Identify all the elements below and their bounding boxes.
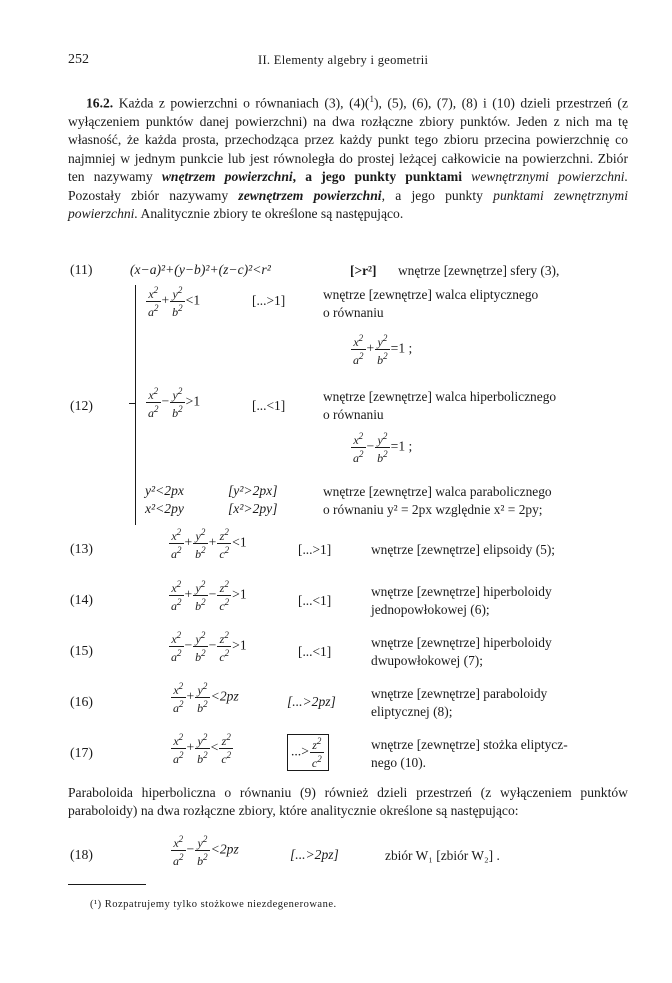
eq12b-desc1: wnętrze [zewnętrze] walca hiperbolicznego bbox=[323, 389, 557, 404]
term-interior-points: wewnętrznymi powierzchni. bbox=[471, 169, 628, 185]
eq12c1-lhs: y²<2px bbox=[145, 483, 184, 498]
eq14-desc1: wnętrze [zewnętrze] hiperboloidy bbox=[371, 584, 552, 599]
page-number: 252 bbox=[68, 52, 89, 67]
paraboloid-paragraph: Paraboloida hiperboliczna o równaniu (9) również dzieli przestrzeń (z wyłączeniem punktów paraboloidy) na dwa rozłączne zbiory, które analitycznie określone są następująco: bbox=[68, 785, 628, 819]
eq12a-desc1: wnętrze [zewnętrze] walca eliptycznego bbox=[323, 287, 539, 302]
eq15-lhs: $\frac{x^2}{a^2}$ − $\frac{y^2}{b^2}$ − $\frac{z^2}{c^2}$ >1 bbox=[171, 630, 247, 664]
eq17-lhs: $\frac{x^2}{a^2}$ + $\frac{y^2}{b^2}$ < $\frac{z^2}{c^2}$ bbox=[173, 732, 232, 766]
page-header bbox=[68, 52, 628, 72]
eq11-desc: wnętrze [zewnętrze] sfery (3), bbox=[398, 263, 560, 278]
eq-number-17: (17) bbox=[70, 745, 93, 760]
eq12b-lhs: $\frac{x^2}{a^2}$ − $\frac{y^2}{b^2}$ >1 bbox=[148, 386, 201, 420]
eq12b-surface: $\frac{x^2}{a^2}$ − $\frac{y^2}{b^2}$ =1 ; bbox=[353, 431, 413, 465]
eq-number-14: (14) bbox=[70, 592, 93, 607]
eq13-desc: wnętrze [zewnętrze] elipsoidy (5); bbox=[371, 542, 556, 557]
eq18-alt: [...>2pz] bbox=[290, 847, 339, 862]
eq17-desc2: nego (10). bbox=[371, 755, 427, 770]
eq15-desc2: dwupowłokowej (7); bbox=[371, 653, 483, 668]
eq12b-alt: [...<1] bbox=[252, 398, 286, 413]
eq17-alt: ...> $\frac{z^2}{c^2}$ bbox=[287, 734, 329, 771]
eq16-lhs: $\frac{x^2}{a^2}$ + $\frac{y^2}{b^2}$ <2pz bbox=[173, 681, 239, 715]
running-head: II. Elementy algebry i geometrii bbox=[258, 53, 429, 67]
eq11-lhs: (x−a)²+(y−b)²+(z−c)²<r² bbox=[130, 262, 271, 277]
eq17-desc1: wnętrze [zewnętrze] stożka eliptycz- bbox=[371, 737, 568, 752]
eq14-lhs: $\frac{x^2}{a^2}$ + $\frac{y^2}{b^2}$ − $\frac{z^2}{c^2}$ >1 bbox=[171, 579, 247, 613]
term-exterior-points: punktami zewnętrznymi powierzchni. bbox=[68, 187, 628, 221]
eq12a-alt: [...>1] bbox=[252, 293, 286, 308]
eq-number-15: (15) bbox=[70, 643, 93, 658]
eq15-alt: [...<1] bbox=[298, 644, 332, 659]
footnote: (¹) Rozpatrujemy tylko stożkowe niezdegenerowane. bbox=[90, 899, 337, 910]
eq14-desc2: jednopowłokowej (6); bbox=[371, 602, 490, 617]
eq12b-desc2: o równaniu bbox=[323, 407, 384, 422]
eq12c-desc1: wnętrze [zewnętrze] walca parabolicznego bbox=[323, 484, 552, 499]
system-brace bbox=[135, 285, 143, 525]
eq-number-16: (16) bbox=[70, 694, 93, 709]
eq12c1-alt: [y²>2px] bbox=[228, 483, 278, 498]
eq16-desc2: eliptycznej (8); bbox=[371, 704, 453, 719]
eq13-lhs: $\frac{x^2}{a^2}$ + $\frac{y^2}{b^2}$ + $\frac{z^2}{c^2}$ <1 bbox=[171, 527, 247, 561]
term-interior: wnętrzem powierzchni bbox=[161, 169, 293, 185]
eq18-lhs: $\frac{x^2}{a^2}$ − $\frac{y^2}{b^2}$ <2pz bbox=[173, 834, 239, 868]
eq16-desc1: wnętrze [zewnętrze] paraboloidy bbox=[371, 686, 548, 701]
section-label: 16.2. bbox=[86, 95, 114, 111]
eq-number-12: (12) bbox=[70, 398, 93, 413]
eq-number-11: (11) bbox=[70, 262, 93, 277]
eq-number-18: (18) bbox=[70, 847, 93, 862]
eq18-desc: zbiór W₁ [zbiór W₂] . bbox=[385, 848, 500, 863]
eq-number-13: (13) bbox=[70, 541, 93, 556]
eq12c2-lhs: x²<2py bbox=[145, 501, 184, 516]
term-exterior: zewnętrzem powierzchni bbox=[238, 187, 382, 203]
eq12a-desc2: o równaniu bbox=[323, 305, 384, 320]
eq13-alt: [...>1] bbox=[298, 542, 332, 557]
eq12c-desc2: o równaniu y² = 2px względnie x² = 2py; bbox=[323, 502, 543, 517]
eq15-desc1: wnętrze [zewnętrze] hiperboloidy bbox=[371, 635, 552, 650]
eq12a-lhs: $\frac{x^2}{a^2}$ + $\frac{y^2}{b^2}$ <1 bbox=[148, 285, 201, 319]
intro-paragraph: 16.2. Każda z powierzchni o równaniach (3), (4)($^1$), (5), (6), (7), (8) i (10) dzieli przestrzeń (z wyłączeniem punktów danej powierzchni) na dwa rozłączne zbiory punktów. Jeden z nich ma tę własność, że każda prosta, przechodząca przez każdy punkt tego zbioru przecina powierzchnię co najmniej w jednym punkcie lub jest równoległa do prostej leżącej całkowicie na powierzchni. Zbiór ten nazywamy wnętrzem powierzchni, a jego punkty punktami wewnętrznymi powierzchni. Pozostały zbiór nazywamy zewnętrzem powierzchni, a jego punkty punktami zewnętrznymi powierzchni. Analitycznie zbiory te określone są następująco. bbox=[68, 94, 628, 221]
eq11-alt: [>r²] bbox=[350, 263, 377, 278]
eq16-alt: [...>2pz] bbox=[287, 694, 336, 709]
eq12a-surface: $\frac{x^2}{a^2}$ + $\frac{y^2}{b^2}$ =1 ; bbox=[353, 333, 413, 367]
footnote-rule bbox=[68, 884, 146, 885]
eq14-alt: [...<1] bbox=[298, 593, 332, 608]
eq12c2-alt: [x²>2py] bbox=[228, 501, 278, 516]
